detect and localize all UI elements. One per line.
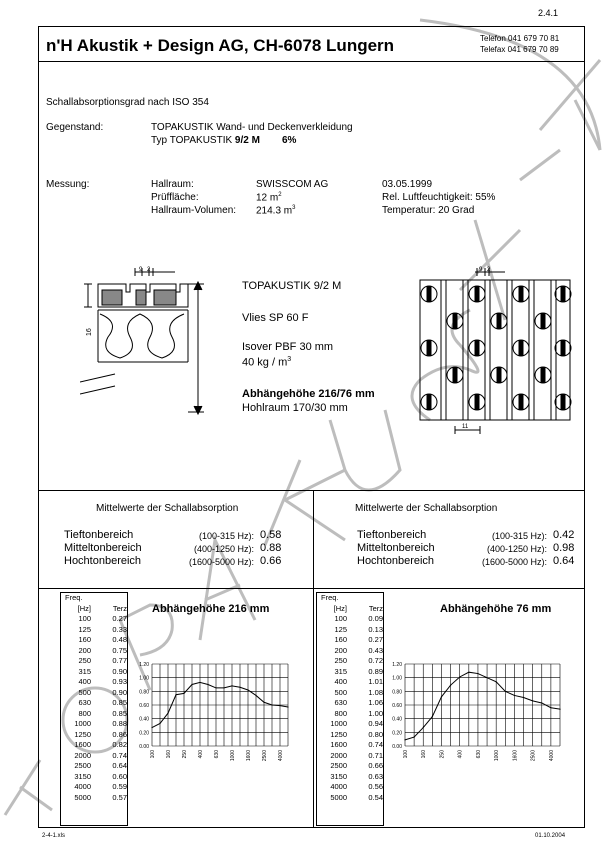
terz-cell: 0.86	[112, 729, 127, 739]
terz-cell: 0.27	[112, 614, 127, 623]
table-row	[317, 751, 383, 762]
absorption-chart-216mm	[130, 650, 295, 770]
data-point	[559, 709, 560, 710]
terz-cell: 0.93	[112, 677, 127, 686]
range-hz: (100-315 Hz):	[198, 531, 254, 541]
data-point	[486, 677, 487, 678]
volume-value	[256, 205, 295, 216]
terz-cell: 0.60	[112, 771, 127, 781]
table-header-row	[317, 604, 383, 615]
data-point	[523, 697, 524, 698]
freq-cell: 315	[334, 666, 347, 676]
range-name: Mitteltonbereich	[357, 542, 435, 554]
panel1-table-rows	[61, 614, 127, 803]
top-dim-a: 9	[139, 267, 143, 273]
x-tick-label: 1000	[494, 750, 501, 762]
terz-cell: 1.00	[368, 708, 383, 718]
y-tick-label: 0.60	[139, 703, 149, 709]
data-point	[414, 737, 415, 738]
terz-cell: 0.88	[112, 719, 127, 728]
x-tick-label: 1600	[246, 750, 252, 762]
panel2-frequency-table	[316, 592, 384, 826]
data-point	[255, 695, 256, 696]
table-row	[317, 635, 383, 646]
terz-cell: 0.33	[112, 624, 127, 634]
freq-cell: 630	[334, 698, 347, 707]
y-tick-label: 0.40	[139, 716, 149, 723]
subject-type	[151, 135, 296, 146]
range-value: 0.66	[260, 555, 282, 567]
hole-slot	[541, 367, 546, 383]
data-point	[432, 716, 433, 717]
room-value: SWISSCOM AG	[256, 179, 329, 190]
terz-cell: 0.09	[368, 614, 383, 623]
terz-cell: 0.77	[112, 656, 127, 665]
y-tick-label: 0.20	[139, 730, 149, 737]
table-row	[61, 782, 127, 793]
terz-cell: 1.06	[368, 698, 383, 707]
volume-value-text: 214.3 m	[256, 205, 293, 217]
density-text: 40 kg / m	[242, 356, 288, 369]
hole-slot	[453, 313, 458, 329]
panel1-heading: Mittelwerte der Schallabsorption	[96, 503, 239, 514]
freq-cell: 2000	[330, 750, 347, 760]
range-name: Hochtonbereich	[357, 555, 435, 567]
data-point	[159, 723, 160, 724]
cavity-height: Hohlraum 170/30 mm	[242, 402, 348, 414]
area-unit-sup: 2	[278, 192, 282, 198]
freq-cell: 5000	[330, 792, 347, 802]
freq-cell: 125	[78, 624, 91, 634]
terz-cell: 0.82	[112, 740, 127, 749]
x-tick-label: 400	[457, 750, 464, 759]
data-point	[550, 707, 551, 708]
plan-dim-b: 2	[487, 267, 491, 273]
subject-type-code: 9/2 M	[234, 135, 260, 146]
area-value	[256, 192, 282, 203]
x-tick-label: 250	[439, 750, 446, 759]
hole-slot	[519, 394, 524, 410]
table-row	[61, 688, 127, 699]
absorption-chart-76mm	[385, 650, 570, 770]
table-row	[61, 719, 127, 730]
range-value: 0.98	[553, 542, 575, 554]
freq-cell: 1250	[74, 729, 91, 739]
x-tick-label: 630	[214, 750, 220, 759]
range-name: Hochtonbereich	[64, 555, 142, 567]
subject-percent: 6%	[281, 135, 297, 146]
table-row	[317, 625, 383, 636]
terz-header: Terz	[112, 603, 127, 613]
table-row	[317, 614, 383, 625]
freq-cell: 100	[78, 614, 91, 623]
hole-slot	[541, 313, 546, 329]
data-point	[450, 685, 451, 686]
table-row	[317, 677, 383, 688]
terz-cell: 0.90	[112, 666, 127, 676]
terz-cell: 0.66	[368, 761, 383, 770]
data-point	[223, 687, 224, 688]
freq-cell: 1000	[330, 719, 347, 728]
range-row	[64, 555, 281, 567]
terz-header: Terz	[368, 603, 383, 613]
plan-dim-bottom: 11	[462, 424, 469, 430]
freq-cell: 100	[334, 614, 347, 623]
subject-line: TOPAKUSTIK Wand- und Deckenverkleidung	[151, 122, 353, 133]
freq-cell: 250	[78, 656, 91, 665]
data-point	[263, 702, 264, 703]
y-tick-label: 0.00	[139, 744, 149, 750]
table-row	[61, 656, 127, 667]
table-row	[317, 772, 383, 783]
data-point	[271, 704, 272, 705]
freq-cell: 800	[334, 708, 347, 718]
fleece-label: Vlies SP 60 F	[242, 312, 309, 324]
terz-cell: 0.74	[368, 740, 383, 749]
y-tick-label: 0.60	[392, 703, 402, 709]
volume-unit-sup: 3	[292, 205, 296, 211]
y-tick-label: 1.00	[392, 675, 402, 682]
temperature: Temperatur: 20 Grad	[382, 205, 475, 216]
x-tick-label: 250	[182, 750, 188, 759]
suspension-height: Abhängehöhe 216/76 mm	[242, 388, 375, 400]
table-row	[61, 761, 127, 772]
range-row	[64, 542, 281, 554]
x-tick-label: 160	[421, 750, 428, 759]
x-tick-label: 2500	[530, 750, 537, 762]
company-title: n'H Akustik + Design AG, CH-6078 Lungern	[46, 36, 395, 55]
freq-cell: 400	[334, 677, 347, 686]
freq-cell: 3150	[74, 771, 91, 781]
hole-slot	[519, 340, 524, 356]
panel-divider	[313, 490, 314, 828]
y-tick-label: 1.20	[139, 662, 149, 668]
hole-slot	[497, 313, 502, 329]
data-point	[514, 695, 515, 696]
terz-cell: 0.89	[368, 666, 383, 676]
terz-cell: 0.72	[368, 656, 383, 665]
x-tick-label: 1000	[230, 750, 236, 762]
table-row	[317, 698, 383, 709]
volume-label: Hallraum-Volumen:	[151, 205, 237, 216]
terz-cell: 0.85	[112, 698, 127, 707]
terz-cell: 0.27	[368, 635, 383, 644]
footer-file: 2-4-1.xls	[42, 833, 66, 839]
freq-cell: 160	[78, 635, 91, 644]
data-point	[423, 727, 424, 728]
hole-slot	[427, 286, 432, 302]
table-row	[61, 625, 127, 636]
data-point	[247, 689, 248, 690]
terz-cell: 1.01	[368, 677, 383, 686]
hole-slot	[427, 340, 432, 356]
footer-date: 01.10.2004	[535, 833, 566, 839]
terz-cell: 0.56	[368, 782, 383, 791]
data-point	[231, 685, 232, 686]
data-point	[167, 713, 168, 714]
hole-slot	[475, 340, 480, 356]
table-row	[61, 667, 127, 678]
table-row	[317, 782, 383, 793]
table-freq-header: Freq.	[321, 593, 339, 602]
top-dim-b: 2	[147, 267, 151, 273]
y-tick-label: 0.80	[392, 689, 402, 696]
freq-cell: 2000	[74, 750, 91, 760]
profile-height-dim: 16	[86, 328, 93, 336]
range-value: 0.58	[260, 529, 282, 541]
range-row	[357, 542, 574, 554]
terz-cell: 0.63	[368, 771, 383, 781]
y-tick-label: 0.20	[392, 730, 402, 737]
humidity: Rel. Luftfeuchtigkeit: 55%	[382, 192, 496, 203]
hole-slot	[561, 394, 566, 410]
product-name: TOPAKUSTIK 9/2 M	[242, 280, 342, 292]
freq-cell: 160	[334, 635, 347, 644]
panel2-heading: Mittelwerte der Schallabsorption	[355, 503, 498, 514]
chart1-title: Abhängehöhe 216 mm	[152, 603, 270, 615]
range-hz: (100-315 Hz):	[491, 531, 547, 541]
y-tick-label: 0.80	[139, 689, 149, 696]
freq-cell: 5000	[74, 792, 91, 802]
table-freq-header: Freq.	[65, 593, 83, 602]
hole-slot	[561, 340, 566, 356]
data-point	[505, 691, 506, 692]
subject-type-prefix: Typ TOPAKUSTIK	[151, 135, 235, 146]
x-tick-label: 2500	[262, 750, 268, 762]
x-tick-label: 630	[475, 750, 482, 759]
freq-cell: 400	[78, 677, 91, 686]
terz-cell: 0.64	[112, 761, 127, 770]
data-point	[239, 687, 240, 688]
range-hz: (400-1250 Hz):	[193, 544, 254, 554]
table-row	[317, 761, 383, 772]
insulation-label: Isover PBF 30 mm	[242, 341, 334, 353]
y-tick-label: 0.40	[392, 716, 402, 723]
freq-cell: 1250	[330, 729, 347, 739]
data-point	[199, 682, 200, 683]
range-name: Mitteltonbereich	[64, 542, 142, 554]
hole-slot	[561, 286, 566, 302]
room-label: Hallraum:	[151, 179, 194, 190]
freq-cell: 1000	[74, 719, 91, 728]
terz-cell: 0.57	[112, 792, 127, 802]
data-point	[468, 672, 469, 673]
table-row	[317, 709, 383, 720]
measurement-date: 03.05.1999	[382, 179, 433, 190]
range-value: 0.42	[553, 529, 575, 541]
panel2-table-rows	[317, 614, 383, 803]
freq-cell: 250	[334, 656, 347, 665]
terz-cell: 0.48	[112, 635, 127, 644]
freq-cell: 630	[78, 698, 91, 707]
range-value: 0.64	[553, 555, 575, 567]
plan-dim-a: 9	[479, 267, 483, 273]
perforation-holes	[421, 286, 571, 410]
freq-cell: 500	[334, 687, 347, 697]
table-row	[317, 730, 383, 741]
freq-cell: 800	[78, 708, 91, 718]
panel1-frequency-table	[60, 592, 128, 826]
terz-cell: 0.75	[112, 645, 127, 655]
x-tick-label: 400	[198, 750, 204, 759]
x-tick-label: 1600	[512, 750, 519, 762]
freq-cell: 4000	[74, 782, 91, 791]
hole-slot	[519, 286, 524, 302]
x-tick-label: 100	[150, 750, 156, 759]
range-row	[64, 529, 281, 541]
table-row	[61, 751, 127, 762]
freq-cell: 200	[334, 645, 347, 655]
hole-slot	[475, 394, 480, 410]
table-row	[317, 793, 383, 804]
data-point	[215, 687, 216, 688]
table-row	[61, 677, 127, 688]
data-point	[287, 706, 288, 707]
data-point	[441, 696, 442, 697]
data-point	[532, 700, 533, 701]
phone-number: Telefon 041 679 70 81	[480, 34, 560, 43]
freq-cell: 1600	[330, 740, 347, 749]
y-tick-label: 1.20	[392, 662, 402, 668]
hole-slot	[427, 394, 432, 410]
range-name: Tieftonbereich	[357, 529, 427, 541]
chart2-title: Abhängehöhe 76 mm	[440, 603, 552, 615]
density-label	[242, 356, 291, 369]
data-point	[477, 673, 478, 674]
x-tick-label: 4000	[278, 750, 284, 762]
hole-slot	[453, 367, 458, 383]
data-point	[191, 684, 192, 685]
data-point	[496, 681, 497, 682]
absorption-series-line	[405, 672, 560, 740]
table-row	[61, 772, 127, 783]
data-point	[207, 684, 208, 685]
table-row	[317, 740, 383, 751]
range-value: 0.88	[260, 542, 282, 554]
y-tick-label: 0.00	[392, 744, 402, 750]
area-label: Prüffläche:	[151, 192, 199, 203]
freq-cell: 1600	[74, 740, 91, 749]
terz-cell: 0.94	[368, 719, 383, 728]
page-number: 2.4.1	[538, 8, 559, 18]
results-divider	[38, 490, 585, 491]
area-value-text: 12 m	[256, 192, 279, 204]
summary-divider	[38, 588, 585, 589]
table-row	[61, 709, 127, 720]
hz-header: [Hz]	[77, 603, 91, 613]
terz-cell: 0.59	[112, 782, 127, 791]
range-row	[357, 529, 574, 541]
table-header-row	[61, 604, 127, 615]
freq-cell: 2500	[330, 761, 347, 770]
fax-number: Telefax 041 679 70 89	[480, 45, 559, 54]
cross-section-drawing	[80, 262, 230, 422]
header-divider	[38, 61, 585, 62]
table-row	[317, 688, 383, 699]
range-hz: (1600-5000 Hz):	[188, 557, 254, 567]
x-tick-label: 100	[403, 750, 409, 759]
data-point	[151, 727, 152, 728]
range-row	[357, 555, 574, 567]
data-point	[183, 693, 184, 694]
range-name: Tieftonbereich	[64, 529, 134, 541]
data-point	[541, 702, 542, 703]
panel-plan-drawing	[415, 262, 580, 442]
hole-slot	[475, 286, 480, 302]
freq-cell: 315	[78, 666, 91, 676]
terz-cell: 0.71	[368, 750, 383, 760]
freq-cell: 125	[334, 624, 347, 634]
data-point	[459, 676, 460, 677]
terz-cell: 0.13	[368, 624, 383, 634]
terz-cell: 0.85	[112, 708, 127, 718]
density-unit-sup: 3	[287, 356, 292, 363]
table-row	[61, 793, 127, 804]
data-point	[279, 705, 280, 706]
range-hz: (400-1250 Hz):	[486, 544, 547, 554]
terz-cell: 0.74	[112, 750, 127, 760]
table-row	[61, 614, 127, 625]
freq-cell: 3150	[330, 771, 347, 781]
table-row	[61, 635, 127, 646]
terz-cell: 0.80	[368, 729, 383, 739]
table-row	[61, 646, 127, 657]
table-row	[61, 740, 127, 751]
table-row	[317, 646, 383, 657]
terz-cell: 0.54	[368, 792, 383, 802]
terz-cell: 0.43	[368, 645, 383, 655]
hole-slot	[497, 367, 502, 383]
hz-header: [Hz]	[333, 603, 347, 613]
table-row	[317, 656, 383, 667]
terz-cell: 0.90	[112, 687, 127, 697]
freq-cell: 200	[78, 645, 91, 655]
x-tick-label: 160	[166, 750, 172, 759]
terz-cell: 1.08	[368, 687, 383, 697]
table-row	[317, 719, 383, 730]
subject-label: Gegenstand:	[46, 122, 104, 133]
range-hz: (1600-5000 Hz):	[481, 557, 547, 567]
data-point	[404, 739, 405, 740]
intro-line: Schallabsorptionsgrad nach ISO 354	[46, 97, 209, 108]
measurement-label: Messung:	[46, 179, 90, 190]
x-tick-label: 4000	[548, 750, 555, 762]
data-point	[175, 694, 176, 695]
table-row	[61, 698, 127, 709]
freq-cell: 500	[78, 687, 91, 697]
table-row	[61, 730, 127, 741]
freq-cell: 4000	[330, 782, 347, 791]
y-tick-label: 1.00	[139, 675, 149, 682]
freq-cell: 2500	[74, 761, 91, 770]
table-row	[317, 667, 383, 678]
